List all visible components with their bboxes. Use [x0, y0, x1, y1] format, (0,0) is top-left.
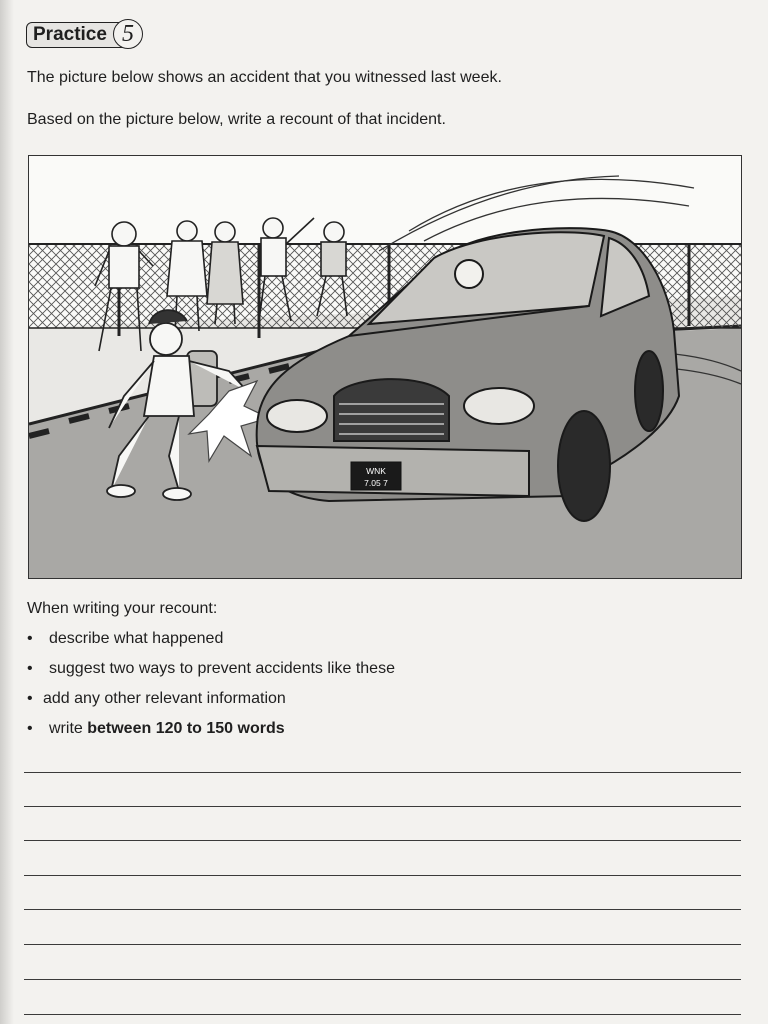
plate-line-2: 7.05 7 [364, 478, 388, 488]
instructions-list [27, 628, 395, 748]
accident-illustration [28, 155, 742, 579]
plate-line-1: WNK [366, 466, 386, 476]
writing-line[interactable] [24, 806, 741, 807]
writing-line[interactable] [24, 772, 741, 773]
instruction-item [27, 718, 395, 748]
bullet-dot-icon: • [27, 660, 33, 677]
practice-number: 5 [113, 19, 143, 49]
instruction-text: add any other relevant information [43, 690, 286, 707]
intro-sentence-2: Based on the picture below, write a recount of that incident. [27, 111, 446, 128]
driver-head [455, 260, 483, 288]
rear-wheel [635, 351, 663, 431]
practice-label: Practice [33, 24, 107, 45]
instruction-item [27, 688, 395, 718]
bullet-dot-icon: • [27, 720, 33, 737]
writing-line[interactable] [24, 875, 741, 876]
intro-sentence-1: The picture below shows an accident that you witnessed last week. [27, 69, 502, 86]
page-edge-shadow [0, 0, 14, 1024]
instruction-item [27, 658, 395, 688]
instruction-text: describe what happened [49, 630, 224, 647]
writing-line[interactable] [24, 909, 741, 910]
writing-line[interactable] [24, 979, 741, 980]
front-grille [334, 379, 449, 441]
accident-scene [29, 156, 741, 578]
writing-line[interactable] [24, 1014, 741, 1015]
instructions-heading: When writing your recount: [27, 600, 218, 617]
instruction-text: suggest two ways to prevent accidents like these [49, 660, 395, 677]
front-wheel [558, 411, 610, 521]
word-count-requirement: between 120 to 150 words [87, 720, 285, 737]
bullet-dot-icon: • [27, 690, 33, 707]
headlight-left [267, 400, 327, 432]
headlight-right [464, 388, 534, 424]
writing-line[interactable] [24, 840, 741, 841]
bullet-dot-icon: • [27, 630, 33, 647]
instruction-item [27, 628, 395, 658]
writing-line[interactable] [24, 944, 741, 945]
instruction-text: write [49, 720, 88, 737]
